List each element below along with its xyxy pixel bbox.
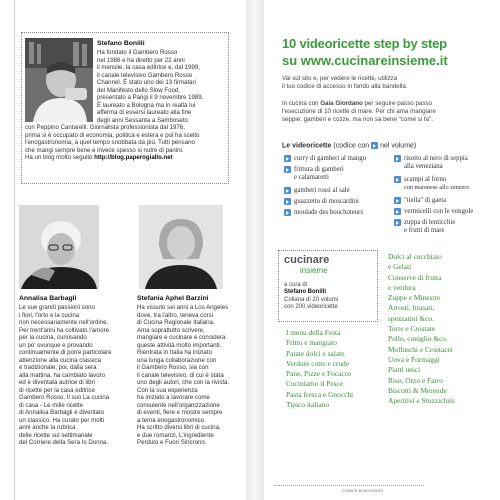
- series-videoricette: con 200 videoricette: [284, 304, 338, 311]
- cura-name: Stefano Bonilli: [284, 289, 326, 296]
- bonilli-bio-continued: [25, 124, 229, 162]
- bio-line: Ha fondato il Gambero Rosso: [97, 49, 178, 56]
- recipe-line: risotto al nero di seppia: [404, 155, 468, 162]
- bio-line: uno degli autori, che con la rivista.: [137, 379, 230, 386]
- recipe-line: gamberi rossi al sale: [294, 187, 350, 194]
- bio-line: a tema enogastronomico.: [137, 416, 206, 424]
- blog-prefix: Ha un blog molto seguito: [25, 154, 95, 161]
- bio-line: mangiare e cucinare e considera: [137, 334, 226, 341]
- recipe-item[interactable]: [404, 208, 473, 216]
- bio-line: Ha vissuto sei anni a Los Angeles: [137, 304, 229, 311]
- play-icon: [394, 155, 401, 162]
- bio-line: Ha scritto diversi libri di cucina,: [137, 424, 221, 431]
- bio-line: consulente nell'organizzazione: [137, 401, 220, 409]
- right-page: [264, 0, 500, 500]
- access-code-line: [274, 485, 424, 486]
- bio-line: con Peppino Cantarelli. Giornalista professionista dal 1976,: [25, 124, 185, 131]
- bio-line: Channel. È stato uno dei 13 firmatari: [97, 79, 196, 86]
- play-icon: [284, 209, 291, 216]
- bio-line: del Manifesto dello Slow Food,: [97, 86, 180, 94]
- barbagli-portrait-image: [19, 205, 99, 289]
- recipe-line: curry di gamberi al mango: [294, 155, 367, 162]
- bio-line: degli anni Sessanta a Samboseto: [97, 116, 188, 124]
- play-icon: [394, 197, 401, 204]
- website-title[interactable]: su www.cucinareinsieme.it: [282, 53, 448, 68]
- volume-title: Cuciniamo il Pesce: [286, 379, 344, 389]
- volume-title: e Gelati: [388, 262, 412, 272]
- bio-line: di Cucina Regionale Italiana.: [137, 319, 215, 326]
- bio-line: il Gambero Rosso, sia con: [137, 364, 209, 371]
- recipe-line: scampi al forno: [404, 176, 447, 183]
- bio-line: Con la sua esperienza: [137, 386, 198, 394]
- bio-line: e due romanzi, L'ingrediente: [137, 431, 214, 439]
- volume-title: I menu della Festa: [286, 328, 341, 337]
- recipe-item[interactable]: [294, 187, 350, 195]
- bio-line: il mensile, la casa editrice e, dal 1999,: [97, 64, 200, 71]
- volume-title: Pollo, coniglio &co.: [388, 334, 448, 344]
- volume-title: Piatti unici: [388, 365, 421, 375]
- volumes-right: [388, 252, 455, 406]
- series-logo: [284, 255, 329, 275]
- bio-line: anni anche la rubrica: [19, 424, 76, 431]
- barbagli-name: Annalisa Barbagli: [19, 295, 77, 302]
- volume-title: Patate dolci e salate: [286, 348, 345, 358]
- para-line: l'esecuzione di 10 ricette di mare. Per chi ama mangiare: [282, 108, 436, 116]
- bio-line: l'enogastronomia, a quel tempo snobbata da più. Tutti pensano: [25, 139, 195, 146]
- bio-line: presentato a Parigi il 9 novembre 1989.: [97, 94, 204, 101]
- play-icon: [284, 166, 291, 173]
- recipe-item[interactable]: [404, 155, 468, 170]
- volume-title: Biscotti & Merende: [388, 385, 447, 395]
- recipe-line: frittura di gamberi: [294, 166, 344, 173]
- bonilli-photo: [25, 38, 93, 122]
- bio-line: nel 1986 e ha diretto per 22 anni: [97, 56, 185, 64]
- recipe-line: moulade des bouchoteurs: [294, 209, 364, 216]
- recipe-line: "tiella" di gaeta: [404, 197, 447, 204]
- videoricette-title: 10 videoricette step by step: [282, 36, 447, 51]
- bio-line: il canale televisivo, di cui è stata: [137, 371, 224, 379]
- play-icon: [284, 198, 291, 205]
- play-icon: [394, 208, 401, 215]
- volume-title: Tipico italiano: [286, 400, 330, 410]
- recipe-item[interactable]: [294, 198, 359, 206]
- bio-line: alla mattina, ha cambiato lavoro: [19, 371, 106, 379]
- bio-line: un po' ovunque e provando: [19, 341, 93, 349]
- bio-line: i fiori, l'orto e la cucina: [19, 311, 80, 319]
- barzini-portrait-image: [139, 205, 223, 289]
- volume-title: Conserve di frutta: [388, 272, 442, 282]
- series-info: [284, 282, 338, 312]
- volume-title: Pane, Pizze e Focacce: [286, 369, 352, 379]
- bio-line: È laureato a Bologna ma in realtà lui: [97, 101, 196, 109]
- volume-title: spezzatini &co.: [388, 313, 434, 323]
- barzini-bio: [137, 304, 247, 447]
- intro-line: il tuo codice di accesso in fondo alla bandella.: [282, 83, 408, 91]
- blog-link[interactable]: http://blog.paperogiallo.net: [94, 154, 173, 161]
- bio-line: il canale televisivo Gambero Rosso: [97, 71, 193, 79]
- volume-title: Fritto e mangiato: [286, 338, 337, 348]
- volume-title: Dolci al cucchiaio: [388, 252, 442, 261]
- recipe-item[interactable]: [294, 155, 366, 163]
- barbagli-bio: [19, 304, 131, 447]
- volumes-left: [286, 328, 353, 410]
- recipe-line: e frutti di mare: [404, 226, 445, 234]
- cura-label: a cura di: [284, 282, 308, 288]
- recipe-item[interactable]: [404, 219, 455, 234]
- recipe-item[interactable]: [404, 176, 469, 191]
- bio-line: [25, 154, 229, 162]
- barzini-photo: [139, 205, 223, 289]
- play-icon: [394, 176, 401, 183]
- volume-title: Verdure cotte e crude: [286, 358, 349, 368]
- recipe-line: vermicelli con le vongole: [404, 208, 474, 215]
- play-icon: [371, 142, 378, 149]
- volume-title: Uova e Formaggi: [388, 354, 440, 364]
- barbagli-photo: [19, 205, 99, 289]
- recipe-item[interactable]: [294, 166, 344, 181]
- play-icon: [284, 187, 291, 194]
- bio-line: di casa - Le mille ricette: [19, 401, 84, 409]
- videoricette-code-note-end: nel volume): [378, 142, 417, 150]
- bio-line: e tradizionale; poi, dalla sera: [19, 364, 97, 371]
- para-post: per seguire passo passo: [362, 100, 432, 107]
- recipe-line: zuppa di lenticchie: [404, 219, 456, 226]
- bio-line: ha iniziato a lavorare come: [137, 394, 210, 401]
- bio-line: Le sue grandi passioni sono: [19, 304, 95, 311]
- logo-bottom: insieme: [300, 266, 328, 275]
- videoricette-label: Le videoricette: [282, 142, 332, 150]
- volume-title: Pasta fresca e Gnocchi: [286, 389, 354, 399]
- bonilli-portrait-image: [25, 38, 93, 122]
- volume-title: Aperitivi e Stuzzichini: [388, 396, 455, 406]
- play-icon: [394, 219, 401, 226]
- bio-line: Ama soprattutto scrivere,: [137, 326, 205, 334]
- videoricette-header: [282, 142, 416, 149]
- bio-line: ed è diventata autrice di libri: [19, 379, 95, 386]
- volume-title: Riso, Orzo e Farro: [388, 375, 444, 385]
- bio-line: di Annalisa Barbagli è diventato: [19, 409, 105, 416]
- bonilli-name: Stefano Bonilli: [97, 40, 145, 47]
- book-gutter: [246, 0, 264, 500]
- bio-line: attenzione alla cucina classica: [19, 356, 101, 364]
- volume-title: e verdura: [388, 282, 416, 292]
- recipe-line: con maionese allo zenzero: [404, 183, 470, 191]
- bio-line: Rientrata in Italia ha iniziato: [137, 349, 212, 356]
- bonilli-bio: [97, 49, 225, 124]
- bio-line: Perduto e Fuori Sincrono.: [137, 439, 207, 446]
- bio-line: afferma di essersi laureato alla fine: [97, 109, 192, 116]
- volume-title: Zuppe e Minestre: [388, 293, 441, 303]
- intro-line: Vai sul sito e, per vedere le ricette, utilizza: [282, 75, 398, 82]
- bio-line: che mangi sempre bene e invece spesso si nutre di panini.: [25, 146, 184, 154]
- bio-line: queste attività molto importanti.: [137, 341, 222, 349]
- para-line: seppie, gamberi e cozze, ma non sa bene "come si fa".: [282, 116, 433, 124]
- bio-line: Per trent'anni ha coltivato l'amore: [19, 326, 110, 334]
- barzini-name: Stefania Aphel Barzini: [137, 295, 209, 302]
- chef-name: Gaia Giordano: [320, 100, 363, 107]
- bio-line: dove, tra l'altro, teneva corsi: [137, 311, 214, 319]
- bio-line: di ricette per la casa editrice: [19, 386, 95, 394]
- videoricette-code-note: (codice con: [333, 142, 372, 150]
- cooking-paragraph: [282, 100, 494, 125]
- collana-text: Collana di 20 volumi: [284, 296, 339, 303]
- bio-line: un classico. Ha curato per molti: [19, 416, 105, 424]
- para-line: [282, 100, 494, 108]
- bio-line: una lunga collaborazione con: [137, 356, 217, 364]
- bio-line: del Corriere della Sera Io Donna.: [19, 439, 109, 446]
- play-icon: [284, 155, 291, 162]
- recipe-item[interactable]: [294, 209, 363, 217]
- bio-line: Gambero Rosso. Il suo La cucina: [19, 394, 110, 401]
- volume-title: Arrosti, brasati,: [388, 303, 435, 313]
- bio-line: continuamente di porre particolare: [19, 349, 112, 356]
- recipe-line: alla veneziana: [404, 162, 443, 170]
- intro-text: [282, 75, 494, 91]
- logo-top: cucinare: [284, 254, 330, 266]
- recipe-item[interactable]: [404, 197, 446, 205]
- recipe-line: e calamaretti: [294, 173, 329, 181]
- bio-line: per la cucina, curiosando: [19, 334, 87, 341]
- volume-title: Molluschi e Crostacei: [388, 344, 453, 354]
- access-code-label: CODICE DI ACCESSO: [342, 488, 384, 493]
- para-pre: In cucina con: [282, 100, 321, 107]
- bio-line: di eventi, fiere e mostre sempre: [137, 409, 223, 416]
- volume-title: Torte e Crostate: [388, 324, 436, 334]
- recipe-line: guazzetto di moscardini: [294, 198, 359, 205]
- left-page: [14, 0, 246, 500]
- bio-line: non necessariamente nell'ordine.: [19, 319, 109, 326]
- bio-line: prima si è occupato di economia, politica e estera e poi ha scelto: [25, 131, 200, 139]
- bio-line: delle ricette sul settimanale: [19, 431, 93, 439]
